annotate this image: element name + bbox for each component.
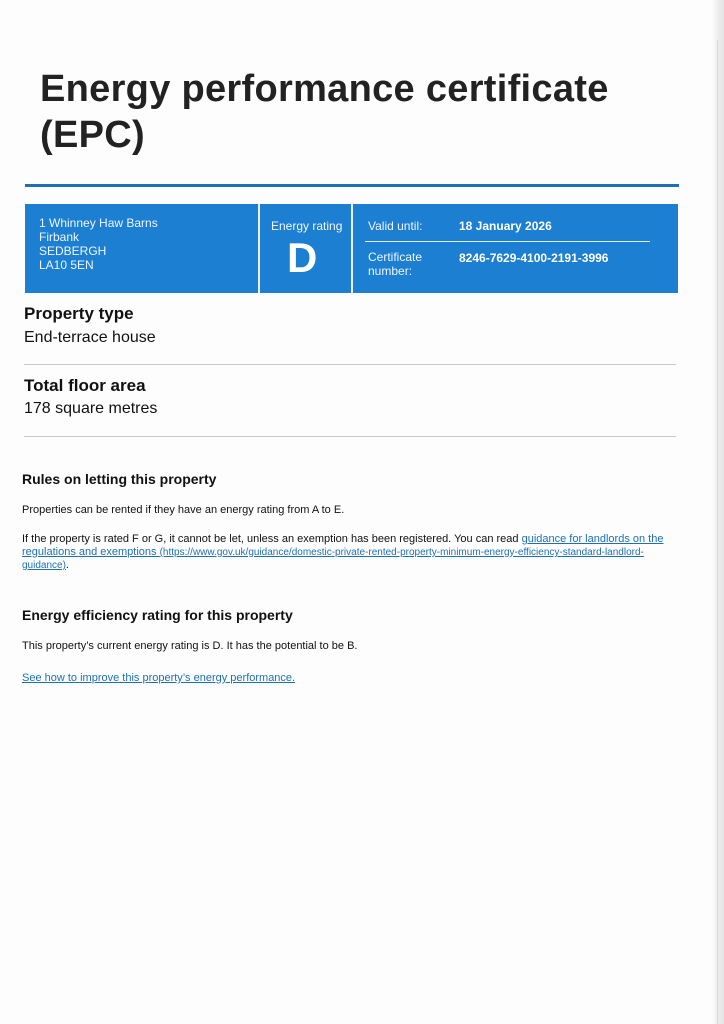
section-divider-1 <box>24 364 676 365</box>
page-edge-line <box>717 40 718 1024</box>
letting-rules-heading: Rules on letting this property <box>22 471 217 487</box>
panel-divider-2 <box>351 204 353 293</box>
panel-divider-1 <box>258 204 260 293</box>
address-line-4: LA10 5EN <box>39 258 94 272</box>
energy-rating-label: Energy rating <box>271 219 343 233</box>
property-type-value: End-terrace house <box>24 329 156 346</box>
address-line-1: 1 Whinney Haw Barns <box>39 216 158 230</box>
floor-area-heading: Total floor area <box>24 376 146 395</box>
address-line-3: SEDBERGH <box>39 244 107 258</box>
certificate-summary-panel <box>25 204 678 293</box>
title-rule <box>25 184 679 187</box>
certificate-number-label: Certificate number: <box>368 250 423 278</box>
address-line-2: Firbank <box>39 230 80 244</box>
page-title: Energy performance certificate (EPC) <box>40 68 609 156</box>
section-divider-2 <box>24 436 676 437</box>
letting-rules-paragraph-1: Properties can be rented if they have an energy rating from A to E. <box>22 504 345 516</box>
page-edge-shadow <box>712 0 724 1024</box>
letting-rules-text: If the property is rated F or G, it cannot be let, unless an exemption has been registered. You can read <box>22 533 522 545</box>
property-type-heading: Property type <box>24 304 134 323</box>
energy-rating-letter: D <box>287 234 318 281</box>
valid-until-label: Valid until: <box>368 219 423 233</box>
valid-until-date: 18 January 2026 <box>459 219 552 233</box>
guidance-link-text[interactable]: guidance for landlords on the regulations and exemptions <box>22 533 664 558</box>
letting-rules-paragraph-2 <box>22 533 677 572</box>
efficiency-text: This property’s current energy rating is D. It has the potential to be B. <box>22 640 358 652</box>
property-address <box>39 216 158 272</box>
floor-area-value: 178 square metres <box>24 400 158 417</box>
guidance-link-url[interactable]: (https://www.gov.uk/guidance/domestic-private-rented-property-minimum-energy-efficiency-standard-landlord-guidance) <box>22 547 644 571</box>
panel-row-divider <box>365 241 650 242</box>
letting-rules-end: . <box>65 559 69 571</box>
improve-performance-link[interactable]: See how to improve this property’s energy performance. <box>22 672 296 684</box>
certificate-number: 8246-7629-4100-2191-3996 <box>459 251 609 265</box>
efficiency-heading: Energy efficiency rating for this property <box>22 607 293 623</box>
